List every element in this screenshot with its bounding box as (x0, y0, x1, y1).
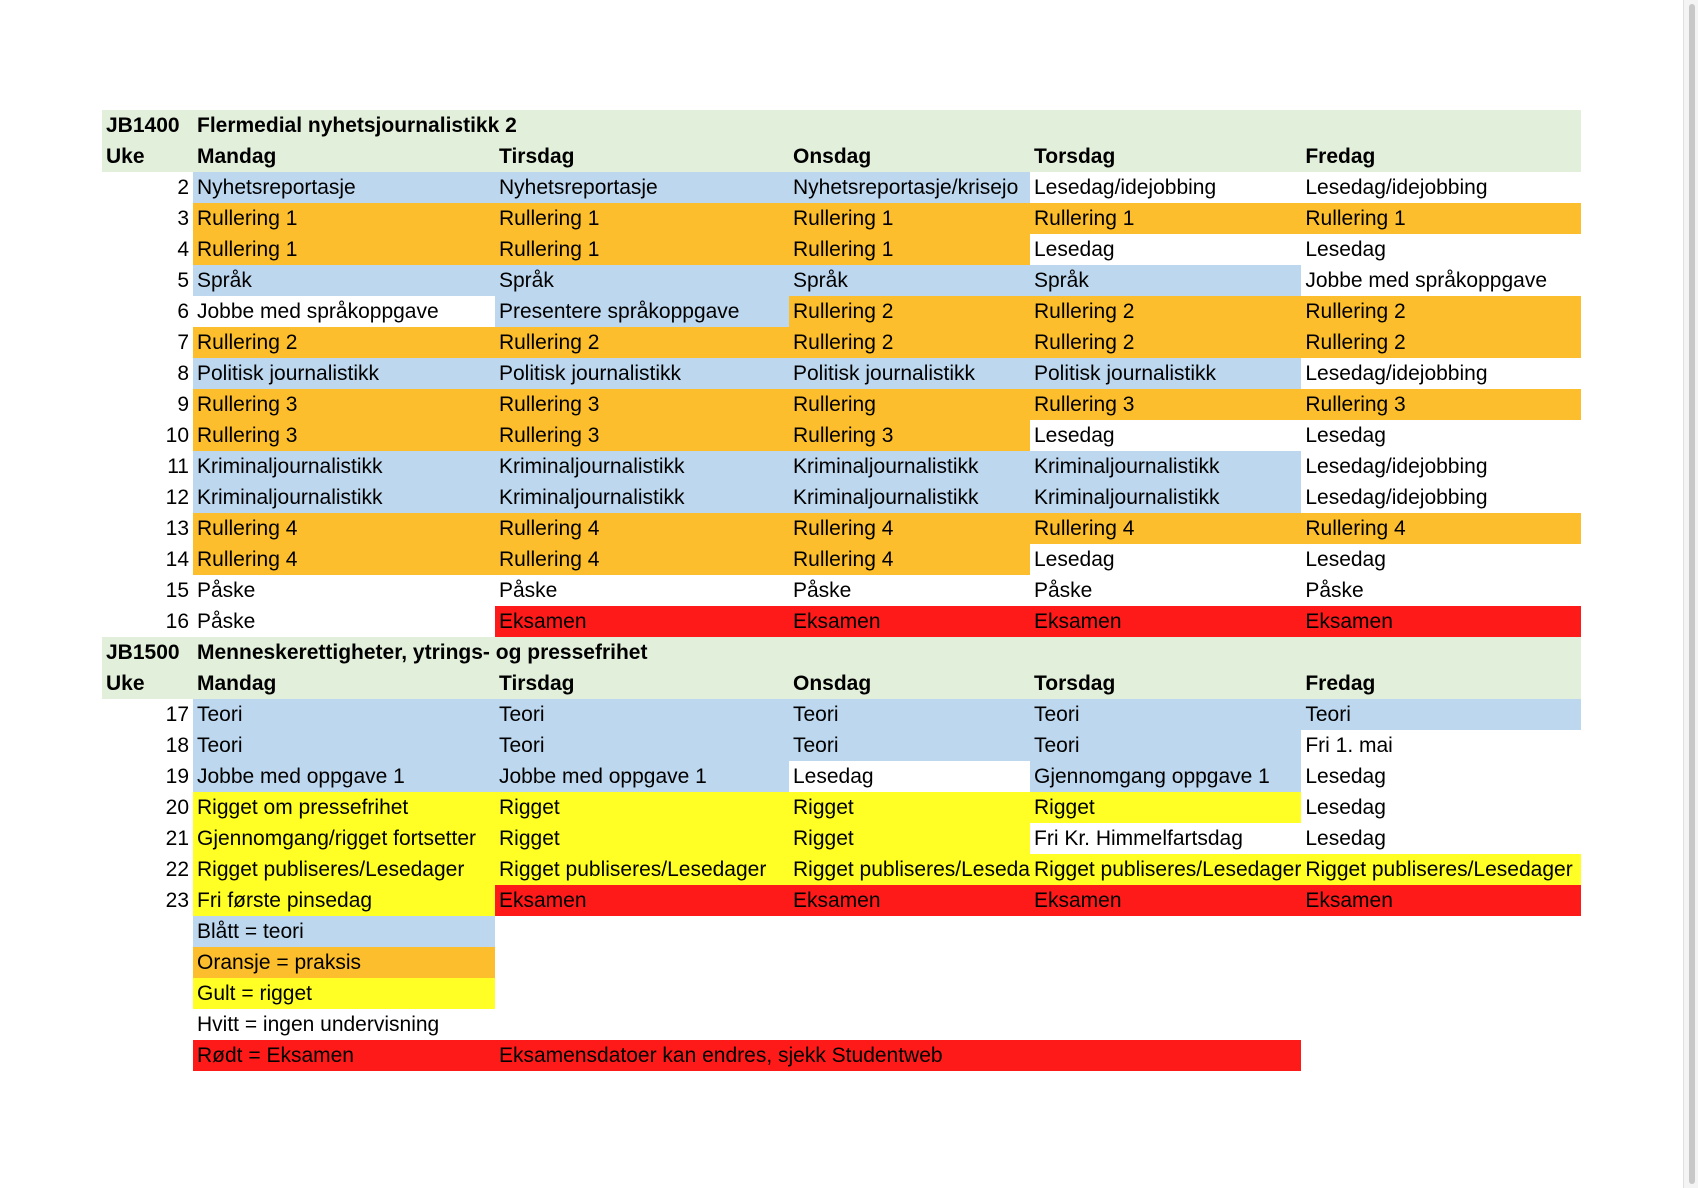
schedule-cell-fredag[interactable]: Rullering 3 (1301, 389, 1581, 420)
schedule-cell-torsdag[interactable]: Rullering 2 (1030, 327, 1301, 358)
schedule-cell-tirsdag[interactable]: Rullering 3 (495, 420, 789, 451)
schedule-cell-mandag[interactable]: Nyhetsreportasje (193, 172, 495, 203)
schedule-cell-tirsdag[interactable]: Presentere språkoppgave (495, 296, 789, 327)
week-number-cell[interactable]: 3 (102, 203, 193, 234)
schedule-cell-mandag[interactable]: Teori (193, 699, 495, 730)
day-header-onsdag[interactable]: Onsdag (789, 668, 1030, 699)
week-number-cell[interactable]: 21 (102, 823, 193, 854)
schedule-cell-fredag[interactable]: Eksamen (1301, 885, 1581, 916)
empty-cell[interactable] (789, 916, 1030, 947)
schedule-cell-tirsdag[interactable]: Rullering 4 (495, 513, 789, 544)
legend-item[interactable]: Rødt = Eksamen (193, 1040, 495, 1071)
schedule-cell-tirsdag[interactable]: Språk (495, 265, 789, 296)
schedule-cell-torsdag[interactable]: Eksamen (1030, 606, 1301, 637)
course-title-cell[interactable]: Menneskerettigheter, ytrings- og pressefrihet (193, 637, 1581, 668)
legend-row (102, 916, 1581, 947)
schedule-cell-tirsdag[interactable]: Politisk journalistikk (495, 358, 789, 389)
schedule-cell-mandag[interactable]: Kriminaljournalistikk (193, 451, 495, 482)
schedule-cell-tirsdag[interactable]: Rigget publiseres/Lesedager (495, 854, 789, 885)
week-number-cell[interactable]: 20 (102, 792, 193, 823)
week-row (102, 172, 1581, 203)
schedule-cell-onsdag[interactable]: Rullering 1 (789, 203, 1030, 234)
schedule-cell-onsdag[interactable]: Rullering 2 (789, 296, 1030, 327)
schedule-cell-tirsdag[interactable]: Rullering 2 (495, 327, 789, 358)
schedule-cell-torsdag[interactable]: Rullering 4 (1030, 513, 1301, 544)
day-header-tirsdag[interactable]: Tirsdag (495, 668, 789, 699)
schedule-cell-onsdag[interactable]: Eksamen (789, 885, 1030, 916)
schedule-table (102, 110, 1581, 1071)
schedule-body (102, 110, 1581, 1071)
schedule-cell-tirsdag[interactable]: Eksamen (495, 606, 789, 637)
week-number-cell[interactable]: 4 (102, 234, 193, 265)
legend-item[interactable]: Oransje = praksis (193, 947, 495, 978)
schedule-cell-mandag[interactable]: Jobbe med oppgave 1 (193, 761, 495, 792)
empty-cell[interactable] (789, 1009, 1030, 1040)
schedule-cell-onsdag[interactable]: Rullering 3 (789, 420, 1030, 451)
schedule-cell-onsdag[interactable]: Politisk journalistikk (789, 358, 1030, 389)
empty-cell[interactable] (1301, 916, 1581, 947)
schedule-cell-torsdag[interactable]: Rigget (1030, 792, 1301, 823)
empty-cell[interactable] (495, 947, 789, 978)
schedule-cell-torsdag[interactable]: Lesedag (1030, 234, 1301, 265)
legend-row (102, 978, 1581, 1009)
week-number-cell[interactable]: 17 (102, 699, 193, 730)
schedule-cell-onsdag[interactable]: Rullering 4 (789, 513, 1030, 544)
week-row (102, 358, 1581, 389)
schedule-cell-fredag[interactable]: Rigget publiseres/Lesedager (1301, 854, 1581, 885)
week-number-cell[interactable]: 23 (102, 885, 193, 916)
empty-cell[interactable] (1030, 978, 1301, 1009)
legend-row (102, 1009, 1581, 1040)
schedule-cell-mandag[interactable]: Jobbe med språkoppgave (193, 296, 495, 327)
week-number-cell[interactable]: 18 (102, 730, 193, 761)
empty-cell[interactable] (102, 916, 193, 947)
day-header-row (102, 668, 1581, 699)
schedule-cell-onsdag[interactable]: Språk (789, 265, 1030, 296)
schedule-cell-mandag[interactable]: Rullering 1 (193, 203, 495, 234)
day-header-onsdag[interactable]: Onsdag (789, 141, 1030, 172)
legend-item[interactable]: Blått = teori (193, 916, 495, 947)
week-row (102, 420, 1581, 451)
schedule-cell-onsdag[interactable]: Rullering 1 (789, 234, 1030, 265)
schedule-cell-torsdag[interactable]: Rullering 1 (1030, 203, 1301, 234)
schedule-cell-fredag[interactable]: Rullering 1 (1301, 203, 1581, 234)
schedule-cell-fredag[interactable]: Eksamen (1301, 606, 1581, 637)
schedule-cell-torsdag[interactable]: Rigget publiseres/Lesedager (1030, 854, 1301, 885)
schedule-cell-torsdag[interactable]: Gjennomgang oppgave 1 (1030, 761, 1301, 792)
schedule-cell-mandag[interactable]: Gjennomgang/rigget fortsetter (193, 823, 495, 854)
schedule-cell-tirsdag[interactable]: Teori (495, 699, 789, 730)
schedule-cell-mandag[interactable]: Rullering 2 (193, 327, 495, 358)
week-row (102, 451, 1581, 482)
schedule-cell-fredag[interactable]: Lesedag (1301, 544, 1581, 575)
schedule-cell-torsdag[interactable]: Lesedag (1030, 544, 1301, 575)
schedule-cell-tirsdag[interactable]: Rigget (495, 792, 789, 823)
week-row (102, 513, 1581, 544)
empty-cell[interactable] (1301, 947, 1581, 978)
day-header-tirsdag[interactable]: Tirsdag (495, 141, 789, 172)
week-number-cell[interactable]: 9 (102, 389, 193, 420)
week-number-cell[interactable]: 12 (102, 482, 193, 513)
schedule-cell-fredag[interactable]: Lesedag/idejobbing (1301, 451, 1581, 482)
schedule-cell-torsdag[interactable]: Lesedag/idejobbing (1030, 172, 1301, 203)
schedule-cell-mandag[interactable]: Kriminaljournalistikk (193, 482, 495, 513)
empty-cell[interactable] (495, 1009, 789, 1040)
schedule-cell-mandag[interactable]: Rullering 1 (193, 234, 495, 265)
week-row (102, 606, 1581, 637)
legend-item[interactable]: Gult = rigget (193, 978, 495, 1009)
schedule-cell-tirsdag[interactable]: Jobbe med oppgave 1 (495, 761, 789, 792)
day-header-torsdag[interactable]: Torsdag (1030, 141, 1301, 172)
week-header-cell[interactable]: Uke (102, 141, 193, 172)
schedule-cell-tirsdag[interactable]: Rullering 1 (495, 234, 789, 265)
empty-cell[interactable] (1301, 1040, 1581, 1071)
schedule-cell-mandag[interactable]: Rullering 3 (193, 389, 495, 420)
week-row (102, 792, 1581, 823)
schedule-cell-torsdag[interactable]: Teori (1030, 699, 1301, 730)
schedule-cell-mandag[interactable]: Teori (193, 730, 495, 761)
schedule-cell-torsdag[interactable]: Politisk journalistikk (1030, 358, 1301, 389)
schedule-cell-tirsdag[interactable]: Teori (495, 730, 789, 761)
week-row (102, 730, 1581, 761)
week-row (102, 234, 1581, 265)
schedule-cell-onsdag[interactable]: Rigget (789, 823, 1030, 854)
week-row (102, 575, 1581, 606)
schedule-cell-onsdag[interactable]: Rullering (789, 389, 1030, 420)
schedule-cell-mandag[interactable]: Rullering 4 (193, 544, 495, 575)
empty-cell[interactable] (1030, 947, 1301, 978)
schedule-cell-torsdag[interactable]: Rullering 2 (1030, 296, 1301, 327)
schedule-cell-fredag[interactable]: Lesedag (1301, 761, 1581, 792)
schedule-cell-torsdag[interactable]: Eksamen (1030, 885, 1301, 916)
week-header-cell[interactable]: Uke (102, 668, 193, 699)
day-header-mandag[interactable]: Mandag (193, 141, 495, 172)
empty-cell[interactable] (1030, 1009, 1301, 1040)
course-code-cell[interactable]: JB1500 (102, 637, 193, 668)
schedule-cell-torsdag[interactable]: Teori (1030, 730, 1301, 761)
legend-row (102, 947, 1581, 978)
course-code-cell[interactable]: JB1400 (102, 110, 193, 141)
course-title-row (102, 110, 1581, 141)
schedule-cell-torsdag[interactable]: Kriminaljournalistikk (1030, 451, 1301, 482)
empty-cell[interactable] (102, 1009, 193, 1040)
schedule-cell-onsdag[interactable]: Kriminaljournalistikk (789, 451, 1030, 482)
week-number-cell[interactable]: 13 (102, 513, 193, 544)
schedule-cell-tirsdag[interactable]: Eksamen (495, 885, 789, 916)
schedule-cell-mandag[interactable]: Rullering 3 (193, 420, 495, 451)
course-title-row (102, 637, 1581, 668)
schedule-cell-mandag[interactable]: Rigget om pressefrihet (193, 792, 495, 823)
scrollbar-thumb[interactable] (1689, 4, 1695, 1184)
schedule-cell-tirsdag[interactable]: Kriminaljournalistikk (495, 451, 789, 482)
schedule-cell-tirsdag[interactable]: Rullering 1 (495, 203, 789, 234)
schedule-cell-tirsdag[interactable]: Nyhetsreportasje (495, 172, 789, 203)
day-header-row (102, 141, 1581, 172)
day-header-fredag[interactable]: Fredag (1301, 668, 1581, 699)
schedule-cell-fredag[interactable]: Lesedag/idejobbing (1301, 358, 1581, 389)
week-row (102, 854, 1581, 885)
week-number-cell[interactable]: 7 (102, 327, 193, 358)
schedule-cell-fredag[interactable]: Lesedag (1301, 234, 1581, 265)
schedule-cell-onsdag[interactable]: Teori (789, 730, 1030, 761)
schedule-cell-mandag[interactable]: Rigget publiseres/Lesedager (193, 854, 495, 885)
empty-cell[interactable] (102, 1040, 193, 1071)
schedule-cell-mandag[interactable]: Påske (193, 575, 495, 606)
week-row (102, 296, 1581, 327)
schedule-cell-tirsdag[interactable]: Rigget (495, 823, 789, 854)
schedule-cell-onsdag[interactable]: Teori (789, 699, 1030, 730)
week-row (102, 885, 1581, 916)
schedule-cell-fredag[interactable]: Teori (1301, 699, 1581, 730)
schedule-cell-torsdag[interactable]: Kriminaljournalistikk (1030, 482, 1301, 513)
schedule-cell-mandag[interactable]: Politisk journalistikk (193, 358, 495, 389)
schedule-cell-torsdag[interactable]: Språk (1030, 265, 1301, 296)
schedule-cell-onsdag[interactable]: Lesedag (789, 761, 1030, 792)
week-number-cell[interactable]: 5 (102, 265, 193, 296)
schedule-cell-mandag[interactable]: Rullering 4 (193, 513, 495, 544)
week-row (102, 482, 1581, 513)
week-number-cell[interactable]: 8 (102, 358, 193, 389)
schedule-cell-onsdag[interactable]: Rullering 2 (789, 327, 1030, 358)
empty-cell[interactable] (495, 916, 789, 947)
week-row (102, 823, 1581, 854)
schedule-cell-fredag[interactable]: Rullering 4 (1301, 513, 1581, 544)
schedule-cell-fredag[interactable]: Lesedag/idejobbing (1301, 172, 1581, 203)
schedule-cell-fredag[interactable]: Lesedag (1301, 823, 1581, 854)
week-row (102, 203, 1581, 234)
week-row (102, 699, 1581, 730)
week-number-cell[interactable]: 10 (102, 420, 193, 451)
empty-cell[interactable] (1030, 916, 1301, 947)
schedule-cell-onsdag[interactable]: Kriminaljournalistikk (789, 482, 1030, 513)
schedule-cell-onsdag[interactable]: Rigget (789, 792, 1030, 823)
schedule-cell-onsdag[interactable]: Eksamen (789, 606, 1030, 637)
day-header-fredag[interactable]: Fredag (1301, 141, 1581, 172)
day-header-torsdag[interactable]: Torsdag (1030, 668, 1301, 699)
week-row (102, 265, 1581, 296)
empty-cell[interactable] (102, 947, 193, 978)
week-row (102, 761, 1581, 792)
exam-note[interactable]: Eksamensdatoer kan endres, sjekk Studentweb (495, 1040, 1301, 1071)
schedule-cell-tirsdag[interactable]: Rullering 4 (495, 544, 789, 575)
course-title-cell[interactable]: Flermedial nyhetsjournalistikk 2 (193, 110, 1581, 141)
schedule-cell-torsdag[interactable]: Påske (1030, 575, 1301, 606)
week-row (102, 389, 1581, 420)
legend-row (102, 1040, 1581, 1071)
schedule-cell-onsdag[interactable]: Rullering 4 (789, 544, 1030, 575)
empty-cell[interactable] (789, 947, 1030, 978)
week-number-cell[interactable]: 2 (102, 172, 193, 203)
week-number-cell[interactable]: 16 (102, 606, 193, 637)
schedule-cell-fredag[interactable]: Jobbe med språkoppgave (1301, 265, 1581, 296)
week-row (102, 544, 1581, 575)
schedule-cell-fredag[interactable]: Fri 1. mai (1301, 730, 1581, 761)
schedule-cell-torsdag[interactable]: Lesedag (1030, 420, 1301, 451)
week-number-cell[interactable]: 19 (102, 761, 193, 792)
schedule-cell-mandag[interactable]: Påske (193, 606, 495, 637)
week-row (102, 327, 1581, 358)
schedule-cell-fredag[interactable]: Påske (1301, 575, 1581, 606)
schedule-cell-fredag[interactable]: Lesedag (1301, 792, 1581, 823)
schedule-cell-mandag[interactable]: Språk (193, 265, 495, 296)
schedule-cell-onsdag[interactable]: Påske (789, 575, 1030, 606)
schedule-cell-fredag[interactable]: Lesedag (1301, 420, 1581, 451)
vertical-scrollbar[interactable] (1683, 0, 1698, 1188)
schedule-cell-fredag[interactable]: Rullering 2 (1301, 327, 1581, 358)
week-number-cell[interactable]: 15 (102, 575, 193, 606)
empty-cell[interactable] (789, 978, 1030, 1009)
week-number-cell[interactable]: 22 (102, 854, 193, 885)
day-header-mandag[interactable]: Mandag (193, 668, 495, 699)
week-number-cell[interactable]: 14 (102, 544, 193, 575)
empty-cell[interactable] (1301, 1009, 1581, 1040)
schedule-cell-tirsdag[interactable]: Påske (495, 575, 789, 606)
schedule-cell-fredag[interactable]: Lesedag/idejobbing (1301, 482, 1581, 513)
schedule-cell-fredag[interactable]: Rullering 2 (1301, 296, 1581, 327)
schedule-cell-tirsdag[interactable]: Rullering 3 (495, 389, 789, 420)
legend-item[interactable]: Hvitt = ingen undervisning (193, 1009, 495, 1040)
schedule-cell-mandag[interactable]: Fri første pinsedag (193, 885, 495, 916)
empty-cell[interactable] (1301, 978, 1581, 1009)
schedule-cell-tirsdag[interactable]: Kriminaljournalistikk (495, 482, 789, 513)
schedule-cell-onsdag[interactable]: Nyhetsreportasje/krisejo (789, 172, 1030, 203)
empty-cell[interactable] (495, 978, 789, 1009)
schedule-cell-onsdag[interactable]: Rigget publiseres/Leseda (789, 854, 1030, 885)
week-number-cell[interactable]: 6 (102, 296, 193, 327)
schedule-cell-torsdag[interactable]: Rullering 3 (1030, 389, 1301, 420)
schedule-cell-torsdag[interactable]: Fri Kr. Himmelfartsdag (1030, 823, 1301, 854)
week-number-cell[interactable]: 11 (102, 451, 193, 482)
empty-cell[interactable] (102, 978, 193, 1009)
